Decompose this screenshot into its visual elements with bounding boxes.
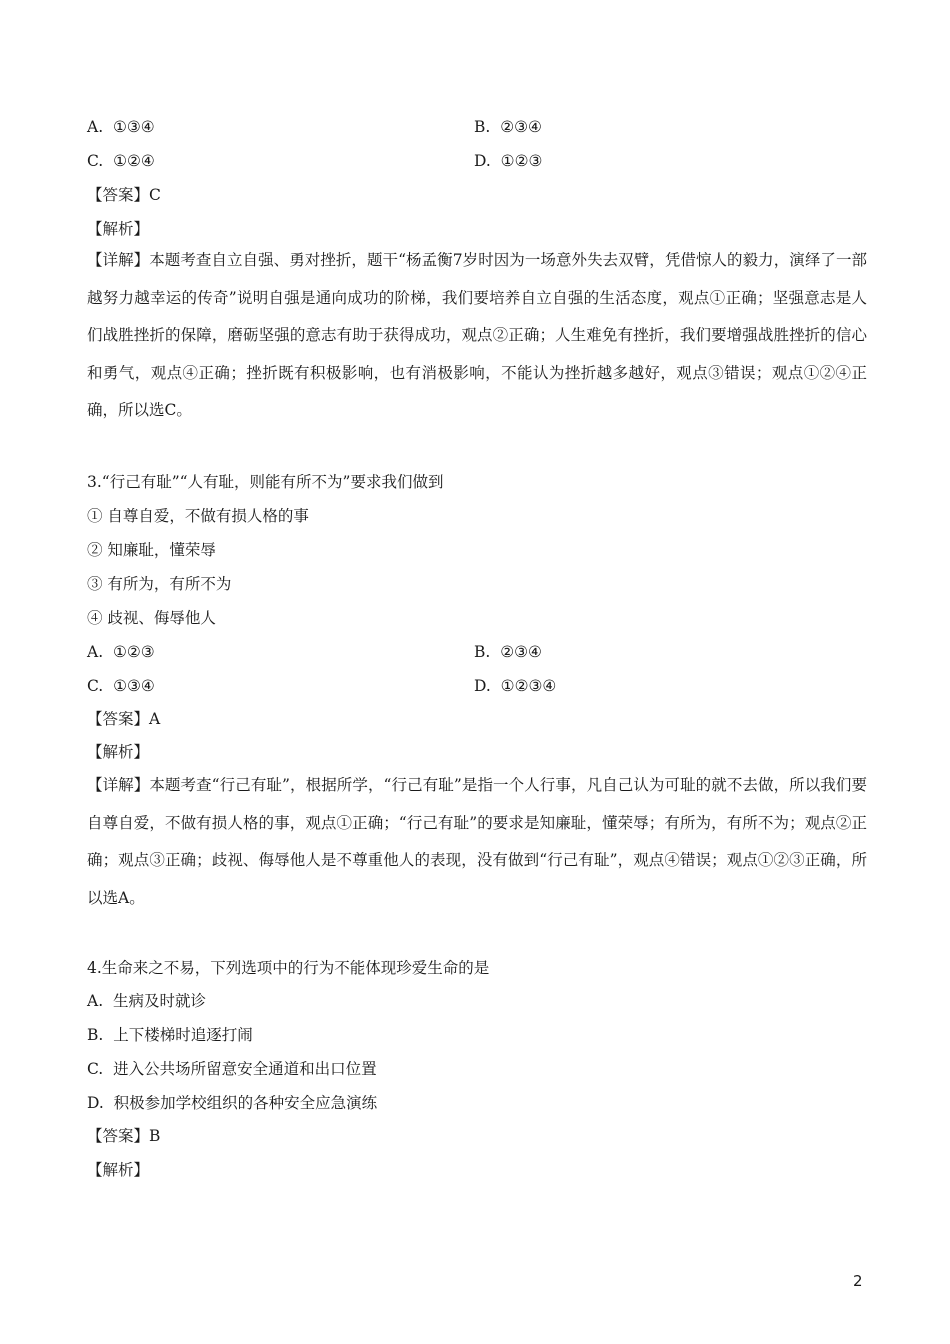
q3-analysis-heading: 【解析】	[87, 743, 150, 761]
q4-analysis-heading: 【解析】	[87, 1161, 150, 1179]
q4-stem: 4.生命来之不易，下列选项中的行为不能体现珍爱生命的是	[87, 959, 490, 977]
page-number: 2	[853, 1272, 863, 1290]
q2-detail: 【详解】本题考查自立自强、勇对挫折，题干“杨孟衡7岁时因为一场意外失去双臂，凭借惊人的毅力，演绎了一部越努力越幸运的传奇”说明自强是通向成功的阶梯，我们要培养自立自强的生活态度，观点①正确；坚强意志是人们战胜挫折的保障，磨砺坚强的意志有助于获得成功，观点②正确；人生难免有挫折，我们要增强战胜挫折的信心和勇气，观点④正确；挫折既有积极影响，也有消极影响，不能认为挫折越多越好，观点③错误；观点①②④正确，所以选C。	[87, 251, 867, 419]
q4-answer: 【答案】B	[87, 1127, 161, 1145]
q3-option-a: A. ①②③	[87, 643, 155, 661]
q2-analysis-heading: 【解析】	[87, 220, 150, 238]
q3-item-1: ① 自尊自爱，不做有损人格的事	[87, 507, 309, 525]
q2-option-d: D. ①②③	[474, 152, 543, 170]
q3-item-4: ④ 歧视、侮辱他人	[87, 609, 216, 627]
q3-option-d: D. ①②③④	[474, 677, 557, 695]
q3-stem: 3.“行己有耻”“人有耻，则能有所不为”要求我们做到	[87, 473, 444, 491]
q4-option-b: B. 上下楼梯时追逐打闹	[87, 1026, 253, 1044]
q2-option-a: A. ①③④	[87, 118, 155, 136]
q3-item-2: ② 知廉耻，懂荣辱	[87, 541, 216, 559]
q2-option-b: B. ②③④	[474, 118, 542, 136]
q3-answer: 【答案】A	[87, 710, 161, 728]
q4-option-d: D. 积极参加学校组织的各种安全应急演练	[87, 1094, 378, 1112]
q2-option-c: C. ①②④	[87, 152, 155, 170]
q3-option-c: C. ①③④	[87, 677, 155, 695]
q4-option-a: A. 生病及时就诊	[87, 992, 206, 1010]
q4-option-c: C. 进入公共场所留意安全通道和出口位置	[87, 1060, 377, 1078]
q3-option-b: B. ②③④	[474, 643, 542, 661]
q3-detail: 【详解】本题考查“行己有耻”，根据所学，“行己有耻”是指一个人行事，凡自己认为可耻的就不去做，所以我们要自尊自爱，不做有损人格的事，观点①正确；“行己有耻”的要求是知廉耻，懂荣辱；有所为，有所不为；观点②正确；观点③正确；歧视、侮辱他人是不尊重他人的表现，没有做到“行己有耻”，观点④错误；观点①②③正确，所以选A。	[87, 776, 867, 907]
q2-answer: 【答案】C	[87, 186, 161, 204]
q3-item-3: ③ 有所为，有所不为	[87, 575, 232, 593]
